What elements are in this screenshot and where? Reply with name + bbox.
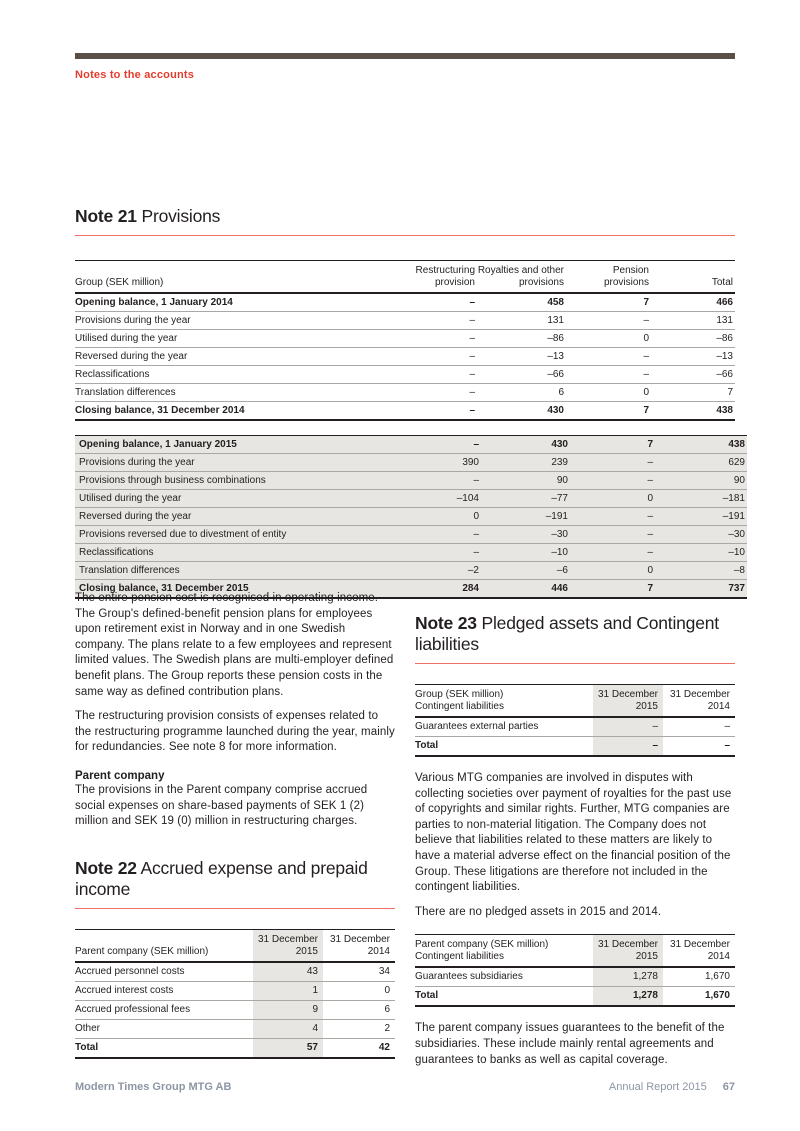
row-label: Utilised during the year — [75, 332, 178, 344]
note-21-number: Note 21 — [75, 206, 137, 226]
row-label: Accrued professional fees — [75, 1003, 191, 1015]
row-label: Guarantees external parties — [415, 721, 539, 732]
note-22-name: Accrued expense and prepaid income — [75, 857, 368, 899]
column-header-value: 31 December 2015 — [593, 935, 663, 968]
table-header-row — [415, 685, 735, 718]
column-header-label: Parent company (SEK million) — [75, 929, 253, 962]
provisions-table-2014 — [75, 260, 735, 421]
table-row — [75, 526, 747, 544]
accrued-expense-table — [75, 929, 395, 1059]
table-row — [75, 454, 747, 472]
row-value: 1,670 — [704, 971, 730, 983]
table-row — [415, 967, 735, 987]
note-22-title — [75, 858, 395, 909]
row-value: – — [396, 526, 481, 544]
row-value: 2 — [384, 1022, 390, 1034]
footer-company: Modern Times Group MTG AB — [75, 1081, 232, 1093]
note-22-number: Note 22 — [75, 857, 137, 878]
row-value: 6 — [558, 386, 564, 398]
guarantees-paragraph: The parent company issues guarantees to the benefit of the subsidiaries. These include mainly rental agreements and guarantees to banks as well as capital coverage. — [415, 1022, 725, 1066]
row-value: –191 — [655, 508, 747, 526]
column-header-value: Total — [651, 261, 735, 294]
note-23-number: Note 23 — [415, 613, 477, 633]
row-label: Provisions during the year — [75, 454, 396, 472]
table-row — [75, 981, 395, 1000]
row-label: Utilised during the year — [75, 490, 396, 508]
row-label: Opening balance, 1 January 2014 — [75, 296, 233, 308]
parent-company-heading: Parent company — [75, 769, 165, 782]
table-row — [75, 366, 735, 384]
row-label: Reclassifications — [75, 544, 396, 562]
restructuring-paragraph: The restructuring provision consists of expenses related to the restructuring programme launched during the year, mainly for redundancies. See note 8 for more information. — [75, 710, 395, 754]
section-label: Notes to the accounts — [75, 69, 195, 81]
row-value: 0 — [384, 984, 390, 996]
row-value: 7 — [643, 404, 649, 416]
row-value: – — [469, 314, 475, 326]
column-header-label: Group (SEK million) — [75, 261, 392, 294]
row-value: 0 — [570, 490, 655, 508]
row-value: – — [593, 737, 663, 757]
pledged-assets-paragraph: There are no pledged assets in 2015 and 2014. — [415, 905, 662, 918]
row-value: –104 — [396, 490, 481, 508]
row-label: Total — [75, 1041, 99, 1053]
row-value: –30 — [655, 526, 747, 544]
row-label: Reversed during the year — [75, 350, 188, 362]
row-value: –181 — [655, 490, 747, 508]
row-value: –30 — [481, 526, 570, 544]
row-label: Closing balance, 31 December 2014 — [75, 404, 245, 416]
row-value: 4 — [253, 1019, 323, 1038]
table-row — [75, 544, 747, 562]
row-value: 43 — [253, 962, 323, 982]
row-value: 458 — [547, 296, 564, 308]
table-row — [75, 562, 747, 580]
note-21-section — [75, 206, 745, 599]
parent-company-paragraph: The provisions in the Parent company comprise accrued social expenses on share-based payments of SEK 1 (2) million and SEK 19 (0) million in restructuring charges. — [75, 783, 368, 828]
litigation-paragraph: Various MTG companies are involved in disputes with collecting societies over payment of royalties for the past use of copyrights and similar rights. Further, MTG companies are parties to non-material litigation. The Company does not believe that liabilities related to these matters are likely to have a material adverse effect on the financial position of the Group. These litigations are therefore not included in the contingent liabilities. — [415, 772, 732, 894]
row-value: 9 — [253, 1000, 323, 1019]
group-contingent-liabilities-table — [415, 684, 735, 757]
column-header-value: Restructuring provision — [392, 261, 477, 294]
column-header-label: Parent company (SEK million) Contingent liabilities — [415, 935, 593, 968]
row-value: –10 — [655, 544, 747, 562]
row-value: 7 — [727, 386, 733, 398]
table-row — [415, 717, 735, 737]
footer-right — [609, 1081, 735, 1093]
row-value: – — [396, 472, 481, 490]
row-label: Other — [75, 1022, 101, 1034]
row-value: 737 — [655, 580, 747, 599]
right-column — [415, 591, 735, 1077]
row-label: Provisions through business combinations — [75, 472, 396, 490]
row-value: 90 — [481, 472, 570, 490]
row-value: –6 — [481, 562, 570, 580]
row-label: Accrued personnel costs — [75, 965, 185, 977]
row-value: – — [469, 368, 475, 380]
note-21-name: Provisions — [141, 206, 221, 226]
row-value: – — [643, 368, 649, 380]
row-label: Accrued interest costs — [75, 984, 174, 996]
row-value: 0 — [643, 386, 649, 398]
row-value: – — [469, 332, 475, 344]
row-value: 7 — [570, 436, 655, 454]
row-value: 1 — [253, 981, 323, 1000]
row-value: 131 — [716, 314, 733, 326]
table-header-row — [75, 261, 735, 294]
left-column — [75, 591, 395, 1059]
table-row — [75, 384, 735, 402]
row-value: – — [570, 472, 655, 490]
table-row — [75, 330, 735, 348]
column-header-value: 31 December 2014 — [663, 685, 735, 718]
table-header-row — [75, 929, 395, 962]
parent-contingent-liabilities-table — [415, 934, 735, 1007]
row-label: Translation differences — [75, 562, 396, 580]
column-header-value: 31 December 2014 — [663, 935, 735, 968]
row-value: –10 — [481, 544, 570, 562]
row-value: – — [643, 314, 649, 326]
table-row — [75, 1038, 395, 1058]
row-value: 284 — [396, 580, 481, 599]
row-value: –8 — [655, 562, 747, 580]
row-value: 1,278 — [593, 967, 663, 987]
row-value: 34 — [378, 965, 390, 977]
row-label: Reversed during the year — [75, 508, 396, 526]
column-header-label: Group (SEK million) Contingent liabilities — [415, 685, 593, 718]
row-value: – — [469, 404, 475, 416]
row-value: – — [724, 740, 730, 751]
table-row — [75, 312, 735, 330]
row-value: – — [469, 350, 475, 362]
row-value: 430 — [547, 404, 564, 416]
row-value: 7 — [643, 296, 649, 308]
table-row — [75, 490, 747, 508]
row-value: 629 — [655, 454, 747, 472]
table-row — [75, 436, 747, 454]
row-value: –66 — [547, 368, 564, 380]
row-value: 239 — [481, 454, 570, 472]
footer-report-title: Annual Report 2015 — [608, 1081, 707, 1093]
note-23-title — [415, 613, 735, 664]
row-value: 0 — [643, 332, 649, 344]
row-value: –191 — [481, 508, 570, 526]
row-label: Translation differences — [75, 386, 176, 398]
row-value: – — [570, 544, 655, 562]
row-label: Opening balance, 1 January 2015 — [75, 436, 396, 454]
table-row — [415, 737, 735, 757]
row-value: – — [570, 454, 655, 472]
row-value: – — [469, 386, 475, 398]
row-label: Reclassifications — [75, 368, 150, 380]
column-header-value: 31 December 2015 — [593, 685, 663, 718]
row-value: –66 — [716, 368, 733, 380]
row-value: 466 — [716, 296, 733, 308]
row-value: 1,278 — [593, 987, 663, 1007]
table-row — [75, 348, 735, 366]
note-22-section — [75, 858, 395, 1059]
row-value: – — [570, 508, 655, 526]
row-value: – — [570, 526, 655, 544]
row-value: 131 — [547, 314, 564, 326]
table-row — [75, 472, 747, 490]
row-label: Provisions reversed due to divestment of entity — [75, 526, 396, 544]
pension-cost-paragraph: The entire pension cost is recognised in operating income. The Group's defined-benefit pension plans for employees upon retirement exist in Norway and in one Swedish company. The plans relate to a few employees and represent limited values. The Swedish plans are multi-employer defined benefit plans. The Group reports these pension costs in the same way as defined contribution plans. — [75, 592, 394, 698]
row-value: –2 — [396, 562, 481, 580]
table-row — [75, 962, 395, 982]
table-row — [75, 1019, 395, 1038]
column-header-value: Pension provisions — [566, 261, 651, 294]
column-header-value: 31 December 2015 — [253, 929, 323, 962]
row-value: 6 — [384, 1003, 390, 1015]
row-value: 446 — [481, 580, 570, 599]
row-label: Total — [415, 990, 439, 1002]
row-label: Total — [415, 740, 439, 751]
row-value: 57 — [253, 1038, 323, 1058]
note-23-name: Pledged assets and Contingent liabilities — [415, 613, 719, 654]
row-label: Closing balance, 31 December 2015 — [75, 580, 396, 599]
row-value: 390 — [396, 454, 481, 472]
row-value: – — [396, 544, 481, 562]
column-header-value: 31 December 2014 — [323, 929, 395, 962]
top-rule-bar — [75, 53, 735, 59]
row-value: –86 — [716, 332, 733, 344]
row-value: 438 — [655, 436, 747, 454]
row-value: –86 — [547, 332, 564, 344]
row-value: 42 — [378, 1041, 390, 1053]
row-value: –77 — [481, 490, 570, 508]
row-value: –13 — [547, 350, 564, 362]
table-row — [75, 293, 735, 312]
row-value: 7 — [570, 580, 655, 599]
row-value: 1,670 — [704, 990, 730, 1002]
row-value: – — [643, 350, 649, 362]
table-row — [75, 508, 747, 526]
note-21-title — [75, 206, 735, 236]
table-header-row — [415, 935, 735, 968]
table-row — [75, 402, 735, 421]
row-value: –13 — [716, 350, 733, 362]
row-value: 90 — [655, 472, 747, 490]
row-value: – — [593, 717, 663, 737]
row-value: – — [396, 436, 481, 454]
column-header-value: Royalties and other provisions — [477, 261, 566, 294]
row-label: Provisions during the year — [75, 314, 191, 326]
row-value: 430 — [481, 436, 570, 454]
row-label: Guarantees subsidiaries — [415, 971, 523, 983]
row-value: – — [469, 296, 475, 308]
table-row — [75, 1000, 395, 1019]
footer-page-number: 67 — [722, 1081, 735, 1093]
row-value: 438 — [716, 404, 733, 416]
row-value: – — [724, 721, 730, 732]
provisions-table-2015 — [75, 435, 747, 599]
row-value: 0 — [570, 562, 655, 580]
row-value: 0 — [396, 508, 481, 526]
note-23-section — [415, 613, 735, 1068]
table-row — [415, 987, 735, 1007]
